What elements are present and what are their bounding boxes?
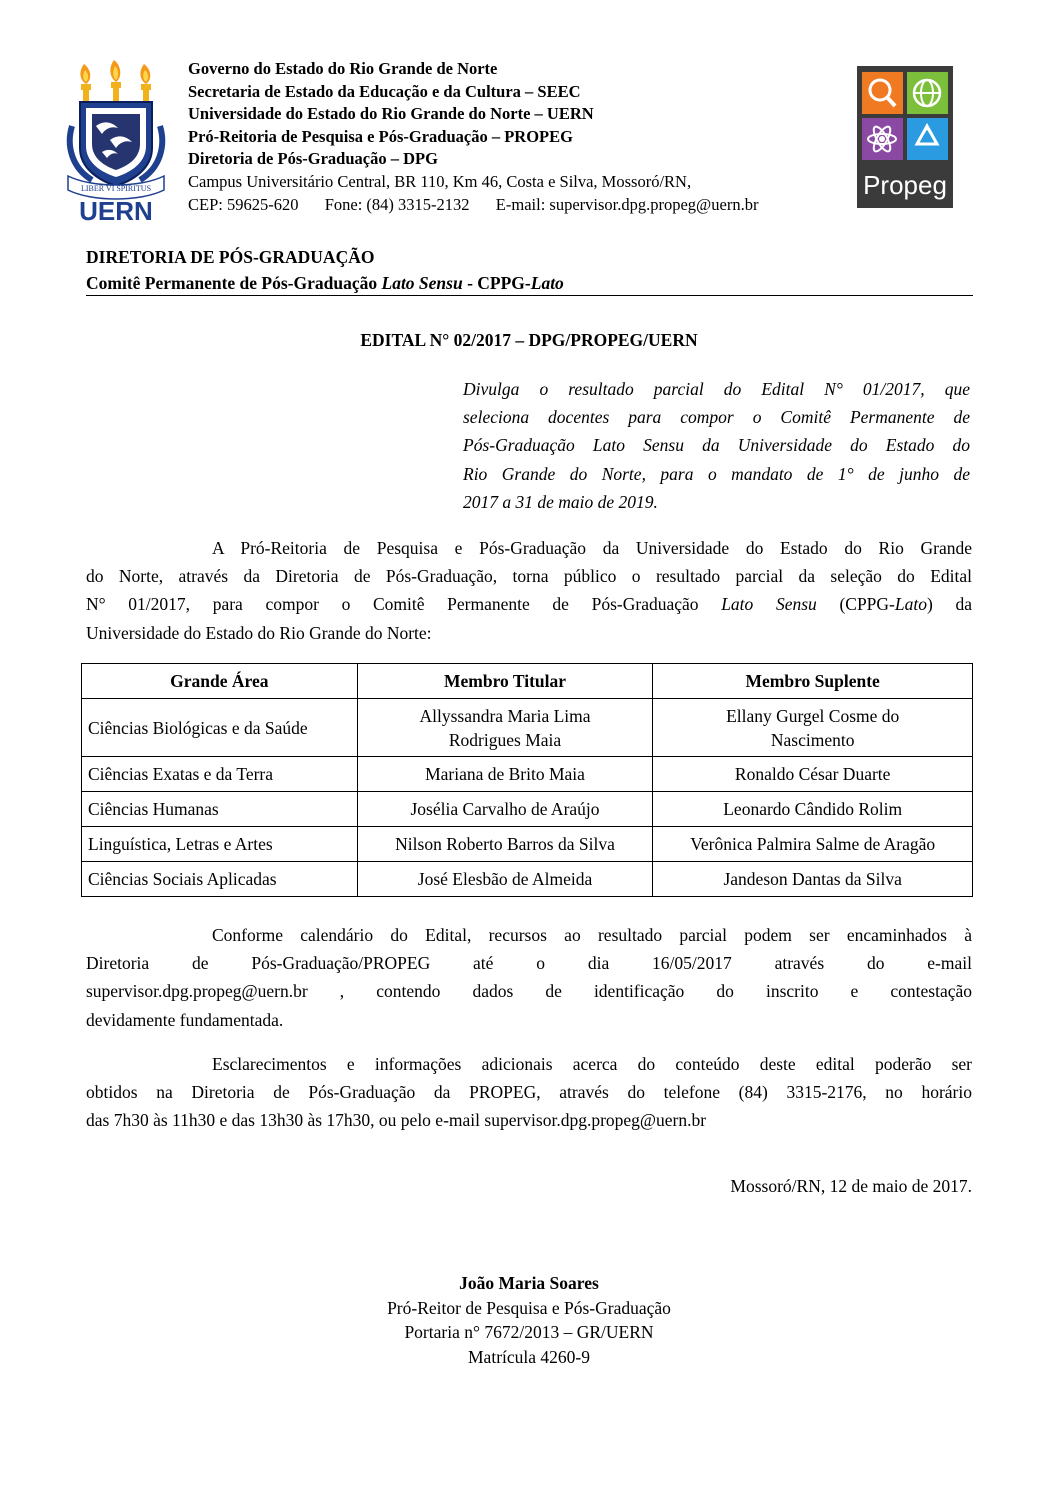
committee-title-italic: Lato Sensu [381,273,463,293]
cell-titular: Nilson Roberto Barros da Silva [357,827,653,862]
committee-title-italic: Lato [530,273,564,293]
committee-title [86,270,564,296]
table-header-row [82,664,973,699]
intro-paragraph [86,534,972,647]
department-heading [86,244,564,296]
header-line-government: Governo do Estado do Rio Grande de Norte [188,59,498,78]
appeal-paragraph [86,921,972,1034]
paragraph-line: Conforme calendário do Edital, recursos ao resultado parcial podem ser encaminhados à [212,925,972,945]
column-header-area: Grande Área [82,664,358,699]
ementa-line: 2017 a 31 de maio de 2019. [463,491,658,512]
header-line-seec: Secretaria de Estado da Educação e da Cultura – SEEC [188,81,581,101]
signatory-role: Pró-Reitor de Pesquisa e Pós-Graduação [387,1297,671,1318]
paragraph-line: supervisor.dpg.propeg@uern.br , contendo dados de identificação do inscrito e contestação [86,981,972,1002]
paragraph-line: do Norte, através da Diretoria de Pós-Graduação, torna público o resultado parcial da seleção do Edital [86,566,972,587]
ementa-line: Pós-Graduação Lato Sensu da Universidade do Estado do [463,435,970,456]
table-row [82,792,973,827]
paragraph-line: devidamente fundamentada. [86,1009,284,1030]
header-cep: CEP: 59625-620 [188,194,299,214]
signatory-portaria: Portaria n° 7672/2013 – GR/UERN [404,1322,654,1342]
cell-text: Rodrigues Maia [448,729,562,750]
cell-suplente: Leonardo Cândido Rolim [653,792,973,827]
header-contact [188,194,758,217]
header-email: E-mail: supervisor.dpg.propeg@uern.br [495,194,759,214]
header-line-dpg: Diretoria de Pós-Graduação – DPG [188,149,438,169]
paragraph-text: (CPPG- [816,594,895,615]
torch-icon [80,60,151,104]
paragraph-line: obtidos na Diretoria de Pós-Graduação da PROPEG, através do telefone (84) 3315-2176, no horário [86,1082,972,1103]
table-row [82,699,973,757]
cell-suplente: Jandeson Dantas da Silva [653,862,973,897]
paragraph-line [86,590,972,618]
ementa-line: seleciona docentes para compor o Comitê Permanente de [463,407,970,428]
cell-suplente: Ronaldo César Duarte [653,757,973,792]
table-row [82,827,973,862]
paragraph-italic: Lato Sensu [721,594,817,615]
cell-titular [357,699,653,757]
ementa-line: Divulga o resultado parcial do Edital N° 01/2017, que [463,379,970,399]
uern-motto: LIBER VI SPIRITUS [80,184,152,193]
header-phone: Fone: (84) 3315-2132 [324,194,470,214]
paragraph-line: das 7h30 às 11h30 e das 13h30 às 17h30, ou pelo e-mail supervisor.dpg.propeg@uern.br [86,1110,707,1131]
table-row [82,757,973,792]
committee-title-part: - CPPG- [462,273,531,293]
ementa [463,375,970,516]
ementa-line: Rio Grande do Norte, para o mandato de 1° de junho de [463,463,970,484]
paragraph-italic: Lato [894,594,927,615]
cell-area: Ciências Sociais Aplicadas [82,862,358,897]
column-header-suplente: Membro Suplente [653,664,973,699]
department-title: DIRETORIA DE PÓS-GRADUAÇÃO [86,247,375,267]
cell-titular: Josélia Carvalho de Araújo [357,792,653,827]
signatory-name: João Maria Soares [459,1273,599,1293]
paragraph-line: Diretoria de Pós-Graduação/PROPEG até o dia 16/05/2017 através do e-mail [86,953,972,974]
header-line-propeg: Pró-Reitoria de Pesquisa e Pós-Graduação – PROPEG [188,126,573,146]
header-line-address: Campus Universitário Central, BR 110, Km 46, Costa e Silva, Mossoró/RN, [188,171,692,191]
paragraph-line: Universidade do Estado do Rio Grande do Norte: [86,622,432,643]
institution-header [188,58,758,216]
cell-text: Nascimento [770,729,855,750]
uern-logo [62,56,170,226]
column-header-titular: Membro Titular [357,664,653,699]
cell-text: Allyssandra Maria Lima [419,705,591,726]
header-line-uern: Universidade do Estado do Rio Grande do Norte – UERN [188,104,594,124]
cell-suplente [653,699,973,757]
paragraph-text: ) da [926,594,972,615]
signatory-matricula: Matrícula 4260-9 [468,1346,590,1367]
cell-area: Linguística, Letras e Artes [82,827,358,862]
paragraph-text: N° 01/2017, para compor o Comitê Permanente de Pós-Graduação [86,594,722,615]
cell-area: Ciências Humanas [82,792,358,827]
paragraph-line: Esclarecimentos e informações adicionais acerca do conteúdo deste edital poderão ser [212,1054,972,1074]
propeg-logo-text: Propeg [863,170,947,200]
results-table [81,663,973,897]
cell-area: Ciências Biológicas e da Saúde [82,699,358,757]
cell-text: Ellany Gurgel Cosme do [726,705,900,726]
propeg-logo [857,66,953,208]
edital-title: EDITAL N° 02/2017 – DPG/PROPEG/UERN [360,330,698,350]
cell-titular: José Elesbão de Almeida [357,862,653,897]
cell-titular: Mariana de Brito Maia [357,757,653,792]
uern-logo-text: UERN [79,196,153,226]
cell-area: Ciências Exatas e da Terra [82,757,358,792]
header-divider [86,295,973,296]
cell-suplente: Verônica Palmira Salme de Aragão [653,827,973,862]
document-date: Mossoró/RN, 12 de maio de 2017. [730,1176,972,1196]
signature-block [0,1271,1058,1369]
information-paragraph [86,1050,972,1135]
paragraph-line: A Pró-Reitoria de Pesquisa e Pós-Graduação da Universidade do Estado do Rio Grande [212,538,972,558]
committee-title-part: Comitê Permanente de Pós-Graduação [86,273,382,293]
table-row [82,862,973,897]
